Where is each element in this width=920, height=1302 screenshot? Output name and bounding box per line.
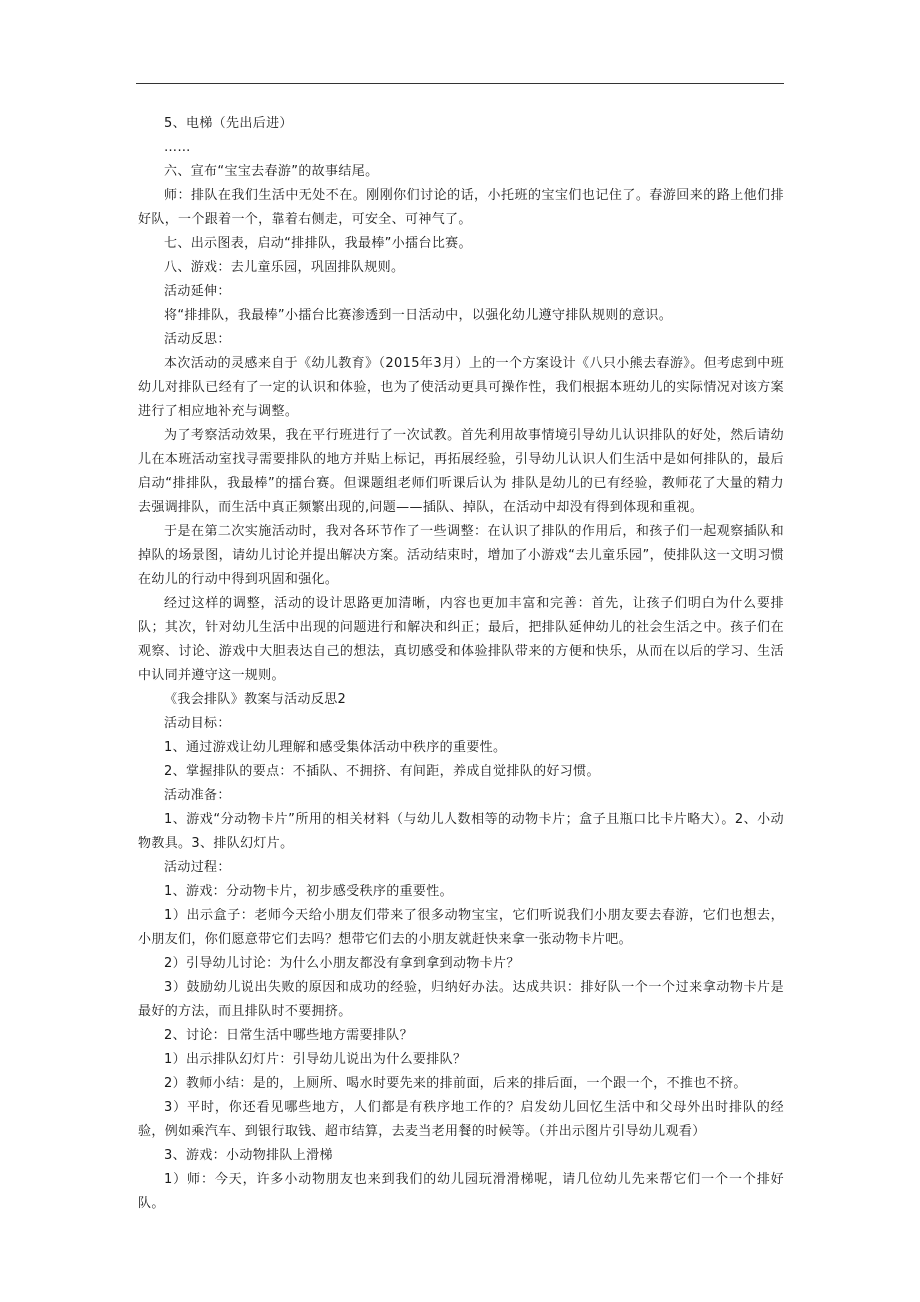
paragraph: 活动反思：: [164, 332, 231, 347]
paragraph: 八、游戏：去儿童乐园，巩固排队规则。: [164, 260, 405, 275]
paragraph: 3）鼓励幼儿说出失败的原因和成功的经验，归纳好办法。达成共识：排好队一个一个过来拿动物卡片是最好的方法，而且排队时不要拥挤。: [138, 980, 784, 1019]
paragraph: 活动过程：: [164, 860, 231, 875]
header-rule: [136, 83, 784, 84]
paragraph: 2）教师小结：是的，上厕所、喝水时要先来的排前面，后来的排后面，一个跟一个，不推也不挤。: [164, 1076, 747, 1091]
paragraph: 将“排排队，我最棒”小擂台比赛渗透到一日活动中，以强化幼儿遵守排队规则的意识。: [164, 308, 673, 323]
paragraph: 七、出示图表，启动“排排队，我最棒”小擂台比赛。: [164, 236, 472, 251]
paragraph: 经过这样的调整，活动的设计思路更加清晰，内容也更加丰富和完善：首先，让孩子们明白为什么要排队；其次，针对幼儿生活中出现的问题进行和解决和纠正；最后，把排队延伸幼儿的社会生活之中。孩子们在观察、讨论、游戏中大胆表达自己的想法，真切感受和体验排队带来的方便和快乐，从而在以后的学习、生活中认同并遵守这一规则。: [138, 596, 784, 683]
section-title: 《我会排队》教案与活动反思2: [164, 692, 347, 707]
paragraph: 1）出示排队幻灯片：引导幼儿说出为什么要排队？: [164, 1052, 467, 1067]
paragraph: 2）引导幼儿讨论：为什么小朋友都没有拿到拿到动物卡片？: [164, 956, 520, 971]
paragraph: ……: [164, 140, 191, 155]
paragraph: 本次活动的灵感来自于《幼儿教育》（2015年3月）上的一个方案设计《八只小熊去春游》。但考虑到中班幼儿对排队已经有了一定的认识和体验，也为了使活动更具可操作性，我们根据本班幼儿的实际情况对该方案进行了相应地补充与调整。: [138, 356, 784, 419]
paragraph: 活动延伸：: [164, 284, 231, 299]
paragraph: 5、电梯（先出后进）: [164, 116, 293, 131]
paragraph: 1、通过游戏让幼儿理解和感受集体活动中秩序的重要性。: [164, 740, 507, 755]
paragraph: 于是在第二次实施活动时，我对各环节作了一些调整：在认识了排队的作用后，和孩子们一起观察插队和掉队的场景图，请幼儿讨论并提出解决方案。活动结束时，增加了小游戏“去儿童乐园”，使排队这一文明习惯在幼儿的行动中得到巩固和强化。: [138, 524, 784, 587]
paragraph: 1、游戏“分动物卡片”所用的相关材料（与幼儿人数相等的动物卡片；盒子且瓶口比卡片略大）。2、小动物教具。3、排队幻灯片。: [138, 812, 784, 851]
paragraph: 1、游戏：分动物卡片，初步感受秩序的重要性。: [164, 884, 453, 899]
paragraph: 为了考察活动效果，我在平行班进行了一次试教。首先利用故事情境引导幼儿认识排队的好处，然后请幼儿在本班活动室找寻需要排队的地方并贴上标记，再拓展经验，引导幼儿认识人们生活中是如何排队的，最后启动“排排队，我最棒”的擂台赛。但课题组老师们听课后认为 排队是幼儿的已有经验，教师花了大量的精力去强调排队，而生活中真正频繁出现的,问题——插队、掉队，在活动中却没有得到体现和重视。: [138, 428, 784, 515]
paragraph: 活动准备：: [164, 788, 231, 803]
paragraph: 3、游戏：小动物排队上滑梯: [164, 1148, 333, 1163]
paragraph: 3）平时，你还看见哪些地方，人们都是有秩序地工作的？启发幼儿回忆生活中和父母外出时排队的经验，例如乘汽车、到银行取钱、超市结算，去麦当老用餐的时候等。（并出示图片引导幼儿观看）: [138, 1100, 784, 1139]
paragraph: 师：排队在我们生活中无处不在。刚刚你们讨论的话，小托班的宝宝们也记住了。春游回来的路上他们排好队，一个跟着一个，靠着右侧走，可安全、可神气了。: [138, 188, 784, 227]
paragraph: 1）师：今天，许多小动物朋友也来到我们的幼儿园玩滑滑梯呢，请几位幼儿先来帮它们一个一个排好队。: [138, 1172, 784, 1211]
paragraph: 活动目标：: [164, 716, 231, 731]
paragraph: 2、讨论：日常生活中哪些地方需要排队？: [164, 1028, 413, 1043]
paragraph: 六、宣布“宝宝去春游”的故事结尾。: [164, 164, 379, 179]
paragraph: 2、掌握排队的要点：不插队、不拥挤、有间距，养成自觉排队的好习惯。: [164, 764, 600, 779]
paragraph: 1）出示盒子：老师今天给小朋友们带来了很多动物宝宝，它们听说我们小朋友要去春游，它们也想去，小朋友们，你们愿意带它们去吗？想带它们去的小朋友就赶快来拿一张动物卡片吧。: [138, 908, 784, 947]
document-body: [138, 112, 784, 1216]
